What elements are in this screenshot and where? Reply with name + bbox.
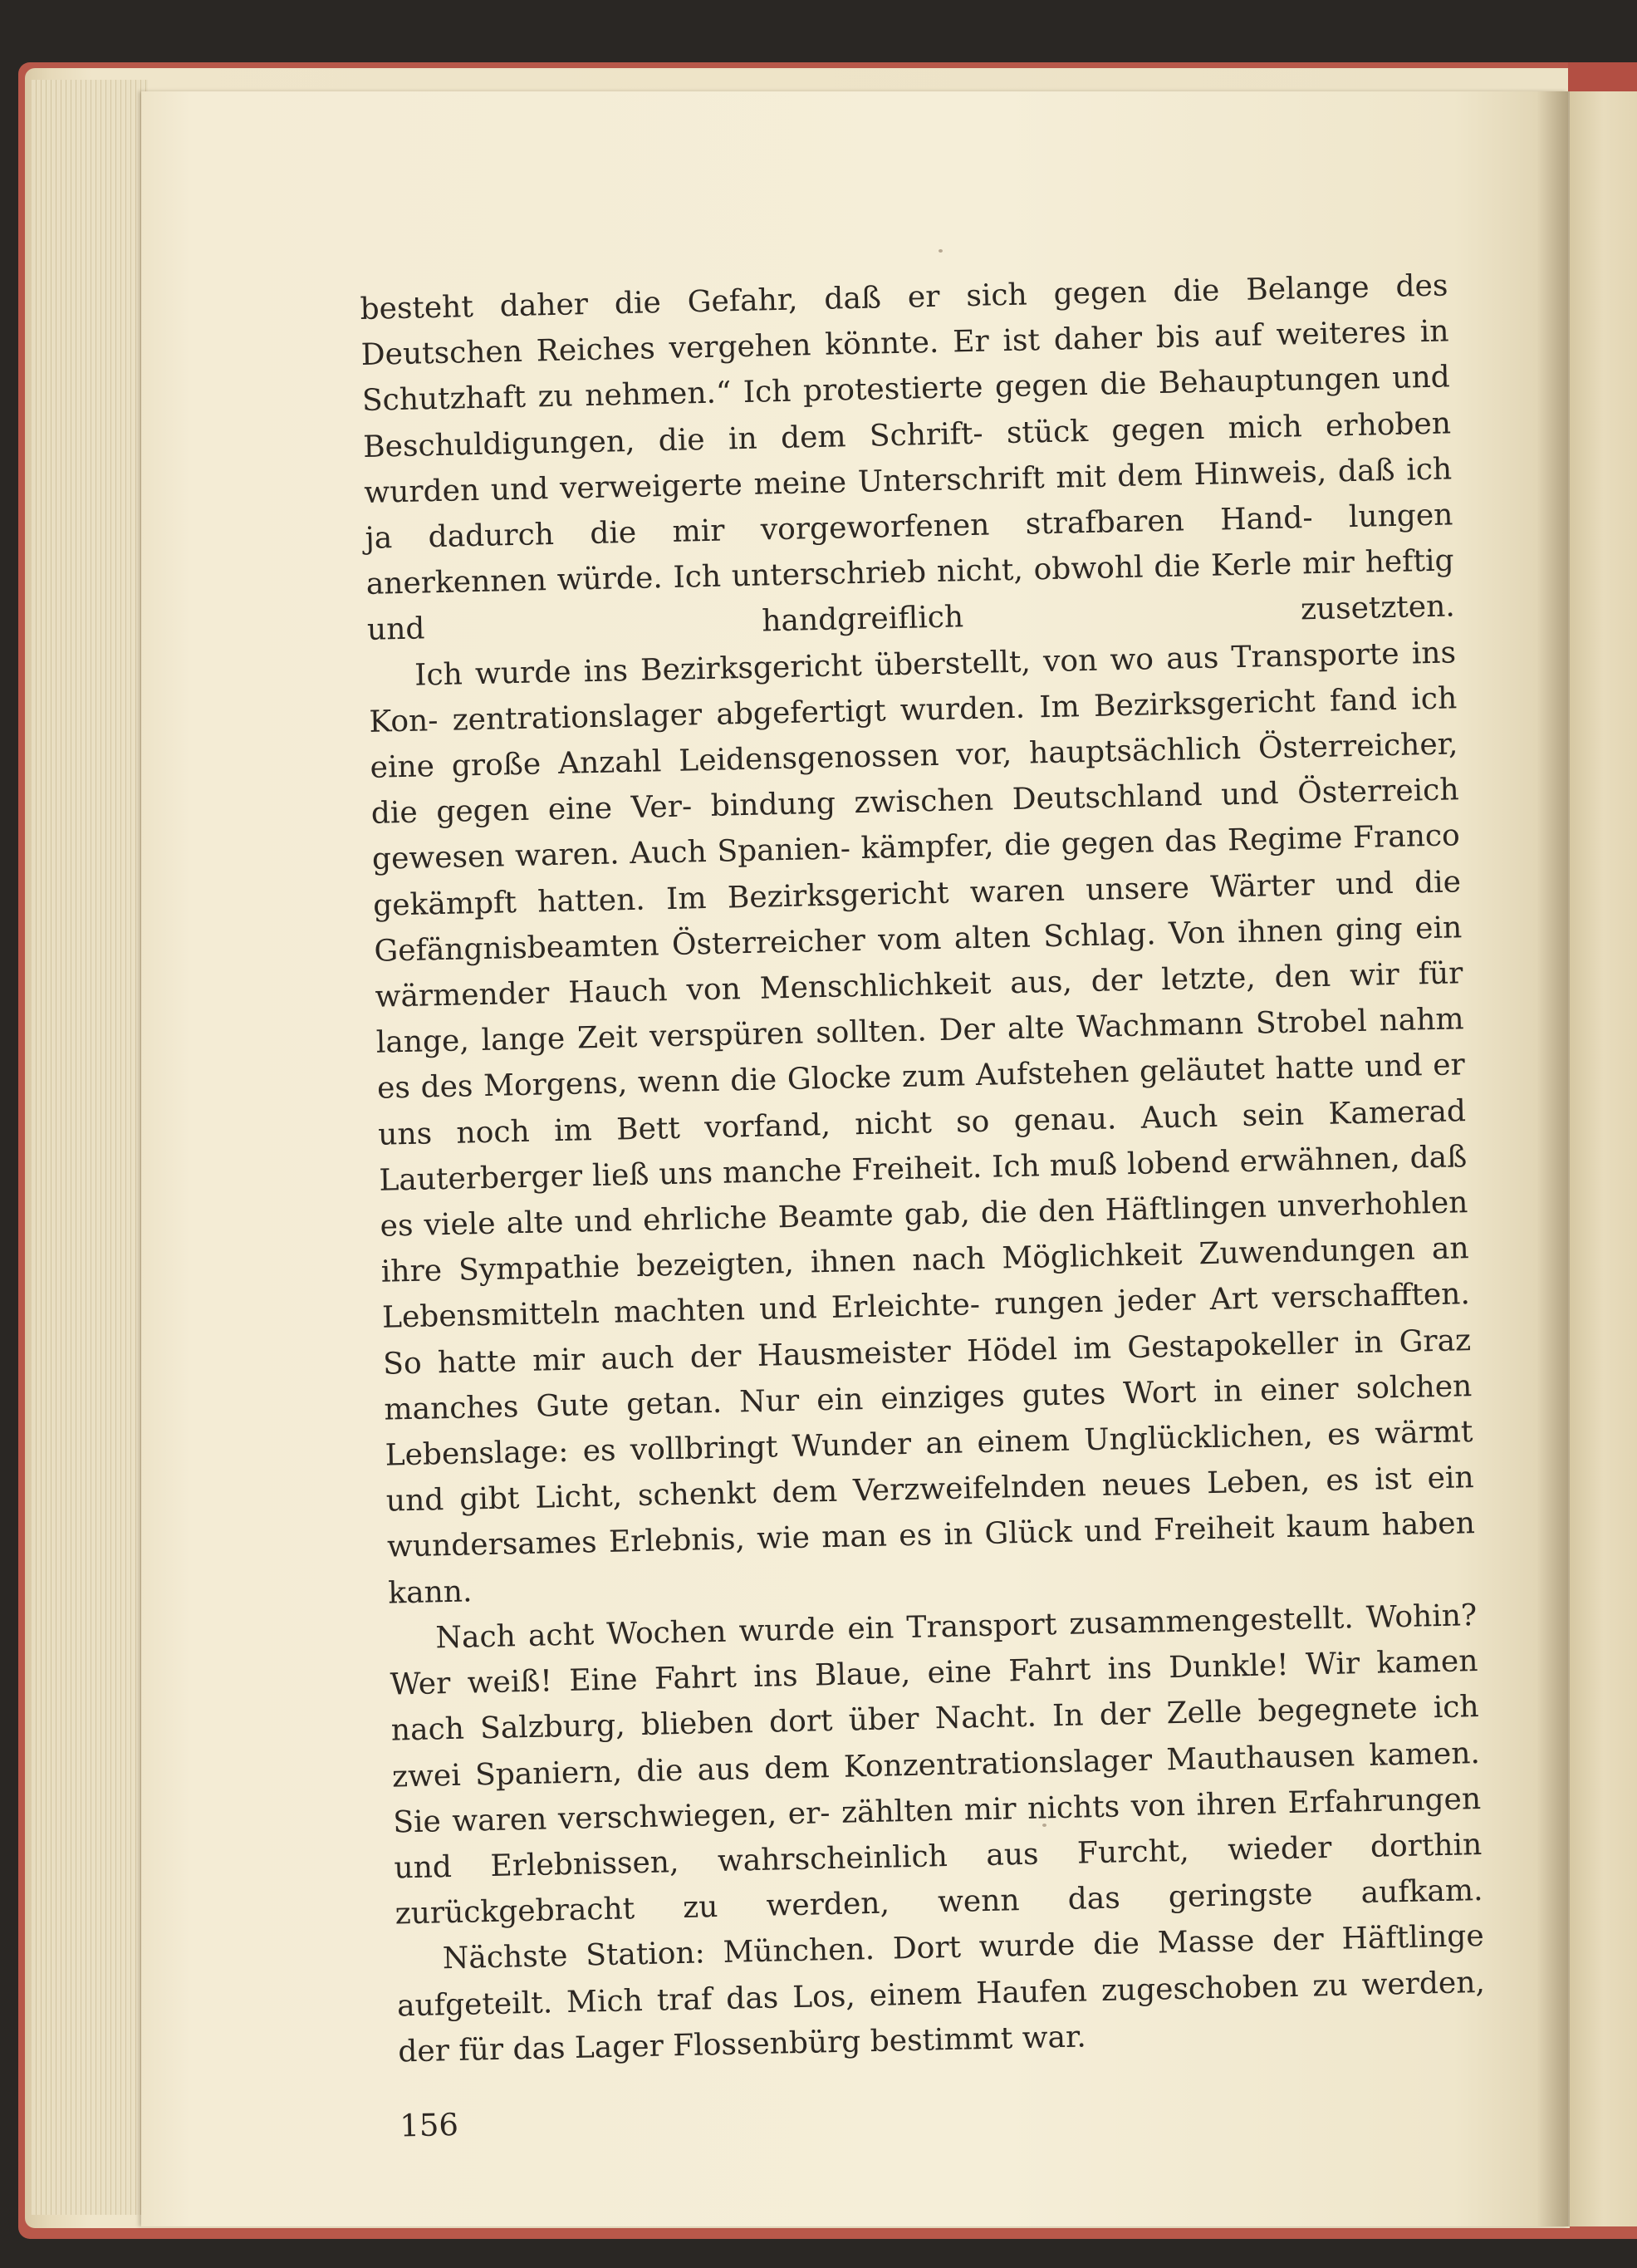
body-text <box>360 263 1488 2148</box>
right-cover-strip <box>1568 62 1637 91</box>
paragraph: Nach acht Wochen wurde ein Transport zusammengestellt. Wohin? Wer weiß! Eine Fahrt ins Blaue, eine Fahrt ins Dunkle! Wir kamen nach Salzburg, blieben dort über Nacht. In der Zelle begegnete ich zwei Spaniern, die aus dem Konzentrationslager Mauthausen kamen. Sie waren verschwiegen, er- zählten mir nichts von ihren Erfahrungen und Erlebnissen, wahrscheinlich aus Furcht, wieder dorthin zurückgebracht zu werden, wenn das geringste aufkam. <box>390 1598 1483 1932</box>
paragraph: Ich wurde ins Bezirksgericht überstellt, von wo aus Transporte ins Kon- zentrationslager abgefertigt wurden. Im Bezirksgericht fand ich eine große Anzahl Leidensgenossen vor, hauptsächlich Österreicher, die gegen eine Ver- bindung zwischen Deutschland und Österreich gewesen waren. Auch Spanien- kämpfer, die gegen das Regime Franco gekämpft hatten. Im Bezirksgericht waren unsere Wärter und die Gefängnisbeamten Österreicher vom alten Schlag. Von ihnen ging ein wärmender Hauch von Menschlichkeit aus, der letzte, den wir für lange, lange Zeit verspüren sollten. Der alte Wachmann Strobel nahm es des Morgens, wenn die Glocke zum Aufstehen geläutet hatte und er uns noch im Bett vorfand, nicht so genau. Auch sein Kamerad Lauterberger ließ uns manche Freiheit. Ich muß lobend erwähnen, daß es viele alte und ehrliche Beamte gab, die den Häftlingen unverhohlen ihre Sympathie bezeigten, ihnen nach Möglichkeit Zuwendungen an Lebensmitteln machten und Erleichte- rungen jeder Art verschafften. So hatte mir auch der Hausmeister Hödel im Gestapokeller in Graz manches Gute getan. Nur ein einziges gutes Wort in einer solchen Lebenslage: es vollbringt Wunder an einem Unglücklichen, es wärmt und gibt Licht, schenkt dem Verzweifelnden neues Leben, es ist ein wundersames Erlebnis, wie man es in Glück und Freiheit kaum haben kann. <box>368 635 1476 1611</box>
paragraph: Nächste Station: München. Dort wurde die Masse der Häftlinge aufgeteilt. Mich traf das Los, einem Haufen zugeschoben zu werden, der für das Lager Flossenbürg bestimmt war. <box>396 1919 1486 2069</box>
gutter-shadow <box>1537 91 1570 2226</box>
page-number: 156 <box>399 2106 459 2144</box>
paper-speck <box>939 249 943 253</box>
paragraph: besteht daher die Gefahr, daß er sich gegen die Belange des Deutschen Reiches vergehen könnte. Er ist daher bis auf weiteres in Schutzhaft zu nehmen.“ Ich protestierte gegen die Behauptungen und Beschuldigungen, die in dem Schrift- stück gegen mich erhoben wurden und verweigerte meine Unterschrift mit dem Hinweis, daß ich ja dadurch die mir vorgeworfenen strafbaren Hand- lungen anerkennen würde. Ich unterschrieb nicht, obwohl die Kerle mir heftig und handgreiflich zusetzten. <box>360 268 1456 648</box>
page-edges <box>32 80 148 2215</box>
facing-page-edge <box>1570 91 1637 2226</box>
